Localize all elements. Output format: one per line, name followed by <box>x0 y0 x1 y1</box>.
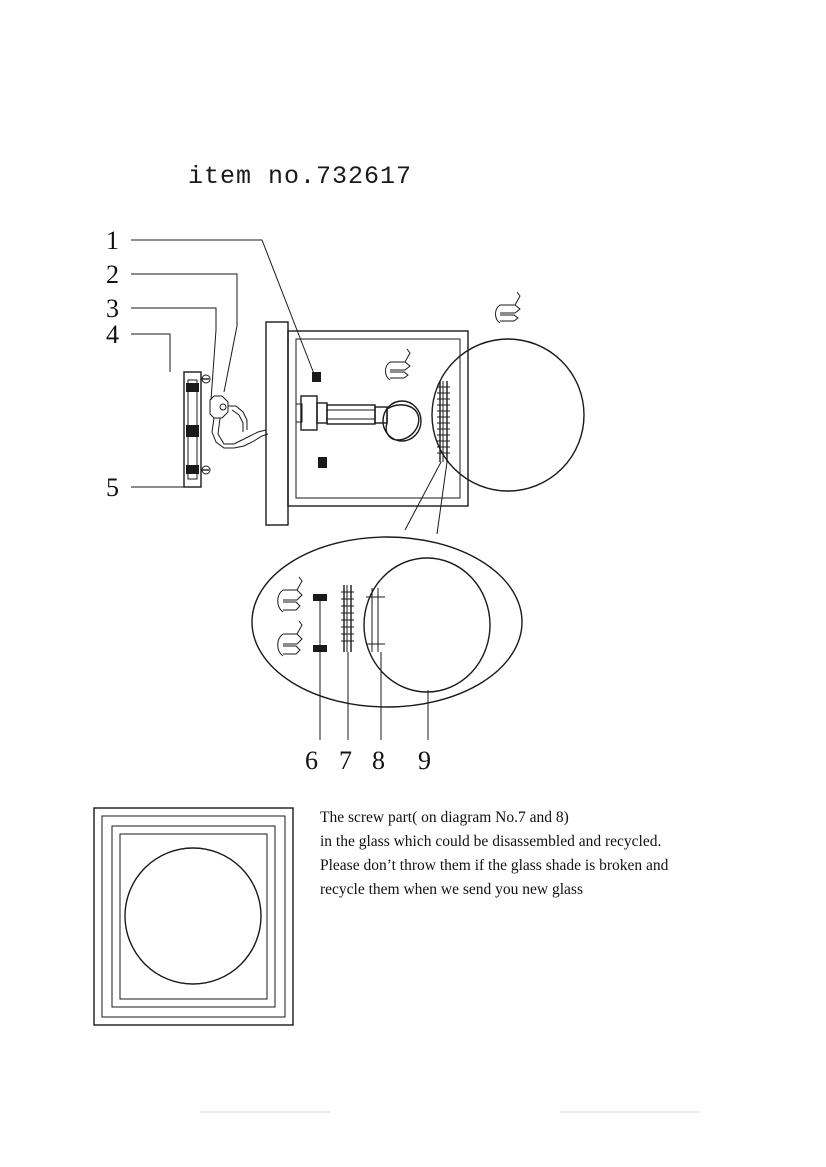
frame-fixings <box>312 372 327 468</box>
wall-bracket <box>266 322 288 525</box>
callout-9: 9 <box>418 746 431 775</box>
callout-8: 8 <box>372 746 385 775</box>
lamp-holder-and-bulb <box>296 396 421 441</box>
detail-oval-view <box>252 537 522 707</box>
note-line-3: Please don’t throw them if the glass shade is broken and <box>320 857 669 875</box>
detail-callout-leaders <box>320 601 428 740</box>
callout-5: 5 <box>106 473 119 502</box>
glass-globe <box>432 339 584 491</box>
side-screw-stack <box>437 381 450 462</box>
square-shade-frame <box>288 331 468 506</box>
callout-2: 2 <box>106 260 119 289</box>
note-line-4: recycle them when we send you new glass <box>320 881 583 899</box>
callout-6: 6 <box>305 746 318 775</box>
screw-icon-outer <box>496 292 521 323</box>
callout-4: 4 <box>106 320 119 349</box>
detail-washer-stack <box>341 585 354 652</box>
callout-3: 3 <box>106 294 119 323</box>
page-title: item no.732617 <box>188 162 413 191</box>
callout-7: 7 <box>339 746 352 775</box>
note-line-2: in the glass which could be disassembled and recycled. <box>320 833 662 851</box>
callout-1: 1 <box>106 226 119 255</box>
product-photo <box>94 808 293 1025</box>
mounting-plate <box>184 372 210 487</box>
screw-icon-inner <box>386 349 411 380</box>
note-line-1: The screw part( on diagram No.7 and 8) <box>320 809 569 826</box>
wire-connector <box>210 396 268 448</box>
